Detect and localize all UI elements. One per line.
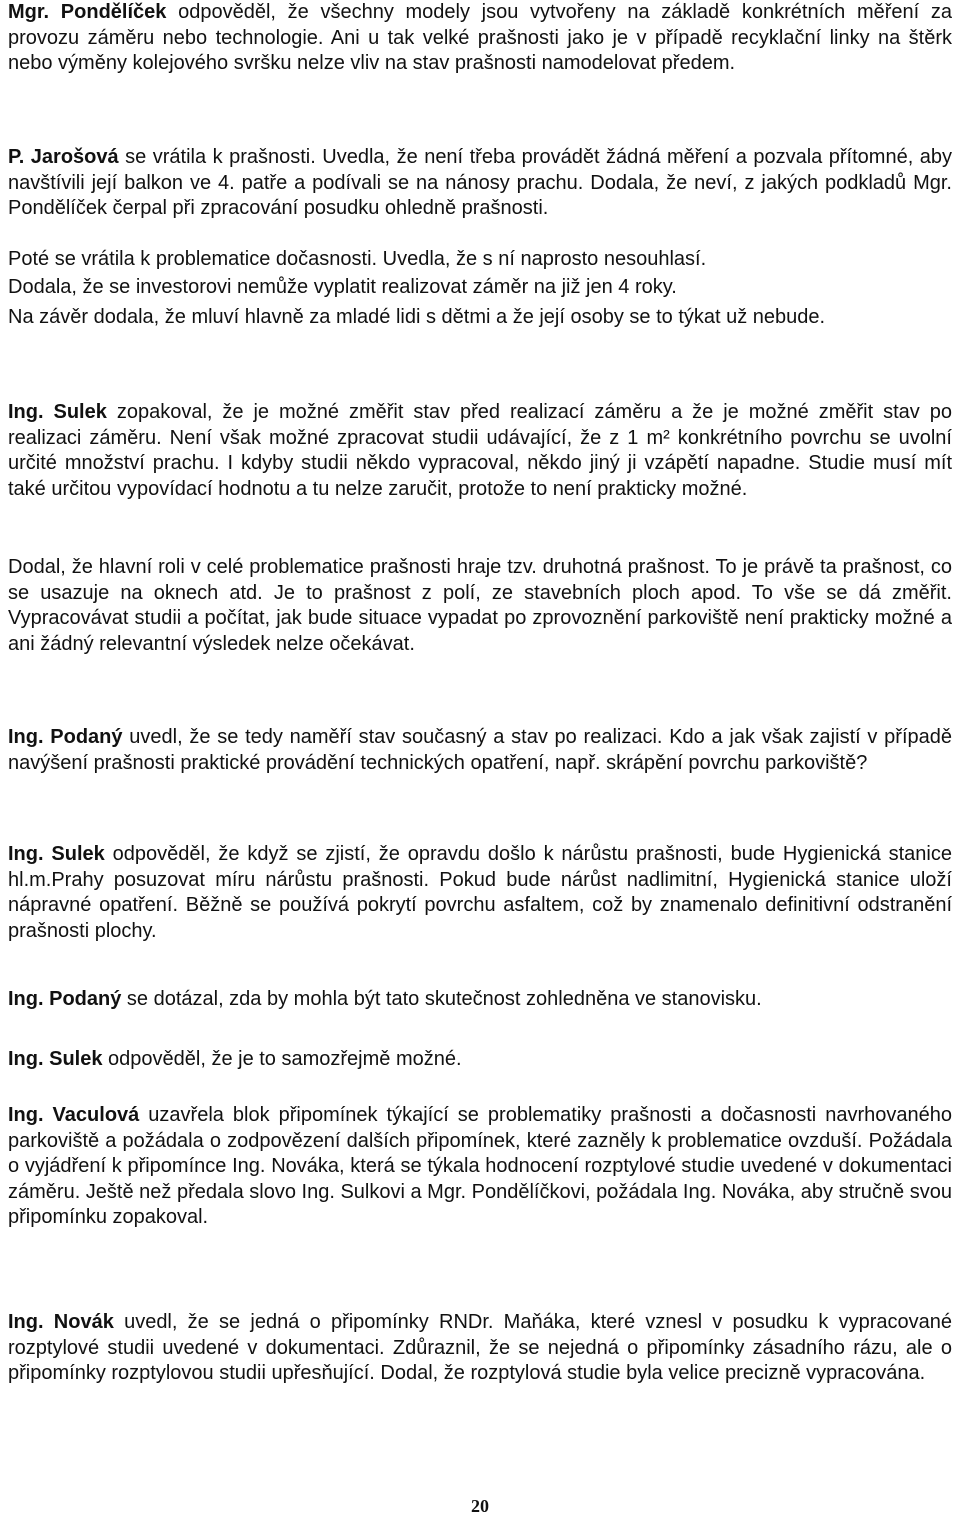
paragraph-text: odpověděl, že když se zjistí, že opravdu došlo k nárůstu prašnosti, bude Hygienická stanice hl.m.Prahy posuzovat míru nárůstu prašnosti. Pokud bude nárůst nadlimitní, Hygienická stanice uloží nápravné opatření. Běžně se používá pokrytí povrchu asfaltem, což by znamenalo definitivní odstranění prašnosti plochy.	[8, 843, 952, 942]
paragraph-investor	[8, 275, 952, 301]
paragraph-text: zopakoval, že je možné změřit stav před realizací záměru a že je možné změřit stav po realizaci záměru. Není však možné zpracovat studii udávající, že z 1 m² konkrétního povrchu se uvolní určité množství prachu. I kdyby studii někdo vypracoval, někdo jiný ji vzápětí napadne. Studie musí mít také určitou vypovídací hodnotu a tu nelze zaručit, protože to není prakticky možné.	[8, 401, 953, 500]
paragraph-novak	[8, 1310, 952, 1387]
paragraph-text: uzavřela blok připomínek týkající se problematiky prašnosti a dočasnosti navrhovaného parkoviště a požádala o zodpovězení dalších připomínek, které zazněly k problematice ovzduší. Požádala o vyjádření k připomínce Ing. Nováka, která se týkala hodnocení rozptylové studie uvedené v dokumentaci záměru. Ještě než předala slovo Ing. Sulkovi a Mgr. Pondělíčkovi, požádala Ing. Nováka, aby stručně svou připomínku zopakoval.	[8, 1104, 952, 1229]
paragraph-young-people	[8, 305, 952, 331]
paragraph-pondelicek-models	[8, 0, 952, 77]
paragraph-text: Dodala, že se investorovi nemůže vyplatit realizovat záměr na již jen 4 roky.	[8, 276, 677, 298]
speaker-name: Ing. Sulek	[8, 843, 105, 865]
paragraph-text: uvedl, že se jedná o připomínky RNDr. Maňáka, které vznesl v posudku k vypracované rozptylové studii uvedené v dokumentaci. Zdůraznil, že se nejedná o připomínky zásadního rázu, ale o připomínky rozptylovou studii upřesňující. Dodal, že rozptylová studie byla velice precizně vypracována.	[8, 1311, 952, 1385]
page-number: 20	[471, 1496, 489, 1516]
paragraph-text: odpověděl, že je to samozřejmě možné.	[102, 1048, 462, 1070]
paragraph-vaculova	[8, 1103, 952, 1231]
paragraph-podany-question	[8, 725, 952, 776]
paragraph-text: se dotázal, zda by mohla být tato skutečnost zohledněna ve stanovisku.	[121, 988, 762, 1010]
speaker-name: P. Jarošová	[8, 146, 119, 168]
paragraph-secondary-dust	[8, 555, 952, 657]
speaker-name: Ing. Sulek	[8, 1048, 103, 1070]
speaker-name: Mgr. Pondělíček	[8, 1, 167, 23]
paragraph-sulek-measurement	[8, 400, 952, 502]
paragraph-text: uvedl, že se tedy naměří stav současný a stav po realizaci. Kdo a jak však zajistí v případě navýšení prašnosti praktické provádění technických opatření, např. skrápění povrchu parkoviště?	[8, 726, 952, 774]
paragraph-podany-statement	[8, 987, 952, 1013]
paragraph-text: Dodal, že hlavní roli v celé problematice prašnosti hraje tzv. druhotná prašnost. To je právě ta prašnost, co se usazuje na oknech atd. Je to prašnost z polí, ze stavebních ploch apod. To vše se dá změřit. Vypracovávat studii a počítat, jak bude situace vypadat po zprovoznění parkoviště není prakticky možné a ani žádný relevantní výsledek nelze očekávat.	[8, 556, 952, 655]
paragraph-text: Na závěr dodala, že mluví hlavně za mladé lidi s dětmi a že její osoby se to týkat už nebude.	[8, 306, 826, 328]
paragraph-jarosova-dust	[8, 145, 952, 222]
paragraph-text: odpověděl, že všechny modely jsou vytvořeny na základě konkrétních měření za provozu záměru nebo technologie. Ani u tak velké prašnosti jako je v případě recyklační linky na štěrk nebo výměny kolejového svršku nelze vliv na stav prašnosti namodelovat předem.	[8, 1, 953, 75]
paragraph-temporariness	[8, 247, 952, 273]
paragraph-sulek-confirm	[8, 1047, 952, 1073]
paragraph-sulek-answer	[8, 842, 952, 944]
speaker-name: Ing. Novák	[8, 1311, 114, 1333]
speaker-name: Ing. Podaný	[8, 726, 123, 748]
speaker-name: Ing. Vaculová	[8, 1104, 140, 1126]
speaker-name: Ing. Podaný	[8, 988, 122, 1010]
speaker-name: Ing. Sulek	[8, 401, 107, 423]
paragraph-text: se vrátila k prašnosti. Uvedla, že není třeba provádět žádná měření a pozvala přítomné, aby navštívili její balkon ve 4. patře a podívali se na nánosy prachu. Dodala, že neví, z jakých podkladů Mgr. Pondělíček čerpal při zpracování posudku ohledně prašnosti.	[8, 146, 952, 220]
paragraph-text: Poté se vrátila k problematice dočasnosti. Uvedla, že s ní naprosto nesouhlasí.	[8, 248, 707, 270]
